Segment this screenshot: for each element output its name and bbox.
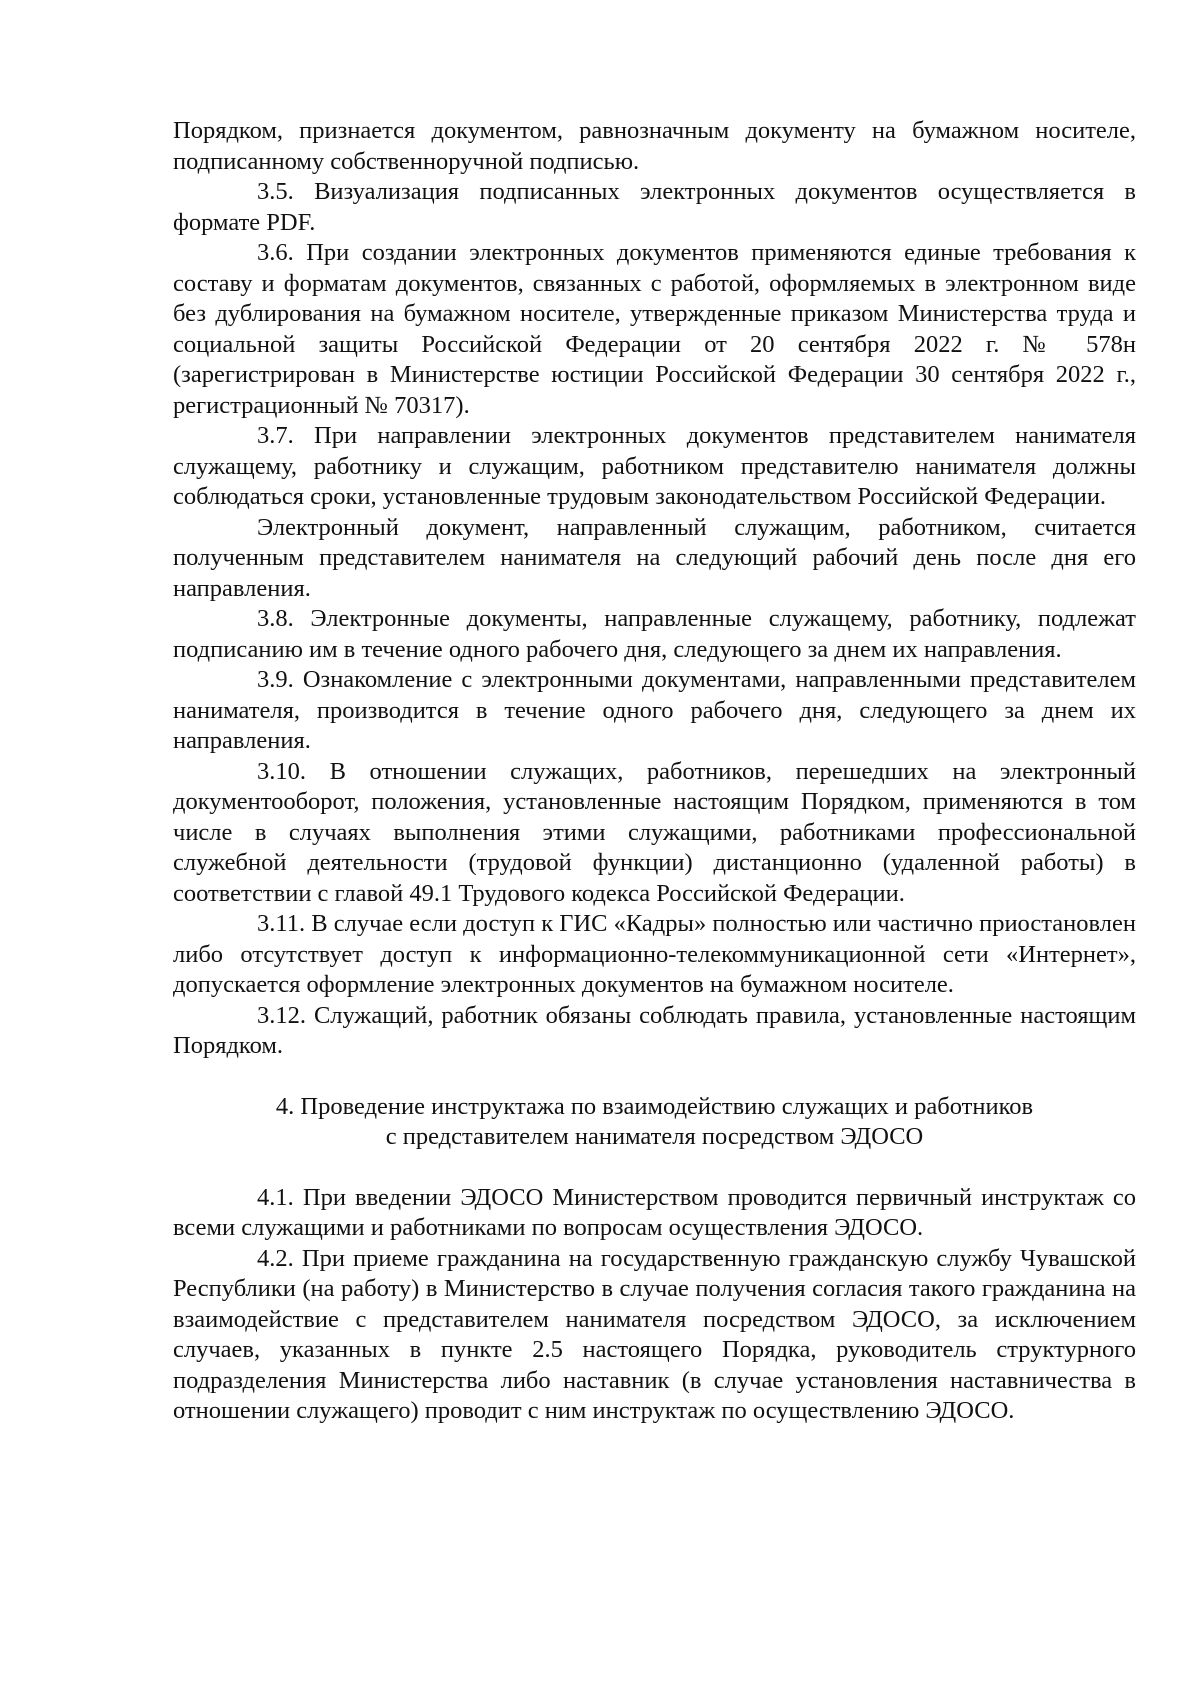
paragraph-continuation: Порядком, признается документом, равнозначным документу на бумажном носителе, подписанному собственноручной подписью. (173, 117, 1136, 175)
paragraph-3-9: 3.9. Ознакомление с электронными документами, направленными представителем нанимателя, производится в течение одного рабочего дня, следующего за днем их направления. (173, 666, 1136, 754)
section-4-heading (173, 1092, 1136, 1153)
section-4-heading-line-2: с представителем нанимателя посредством ЭДОСО (385, 1123, 924, 1150)
paragraph-3-6: 3.6. При создании электронных документов применяются единые требования к составу и форматам документов, связанных с работой, оформляемых в электронном виде без дублирования на бумажном носителе, утвержденные приказом Министерства труда и социальной защиты Российской Федерации от 20 сентября 2022 г. № 578н (зарегистрирован в Министерстве юстиции Российской Федерации 30 сентября 2022 г., регистрационный № 70317). (173, 239, 1136, 419)
paragraph-4-2: 4.2. При приеме гражданина на государственную гражданскую службу Чувашской Республики (на работу) в Министерство в случае получения согласия такого гражданина на взаимодействие с представителем нанимателя посредством ЭДОСО, за исключением случаев, указанных в пункте 2.5 настоящего Порядка, руководитель структурного подразделения Министерства либо наставник (в случае установления наставничества в отношении служащего) проводит с ним инструктаж по осуществлению ЭДОСО. (173, 1244, 1136, 1424)
paragraph-3-5: 3.5. Визуализация подписанных электронных документов осуществляется в формате PDF. (173, 178, 1136, 236)
section-4-heading-line-1: 4. Проведение инструктажа по взаимодействию служащих и работников (275, 1092, 1034, 1120)
paragraph-3-8: 3.8. Электронные документы, направленные служащему, работнику, подлежат подписанию им в течение одного рабочего дня, следующего за днем их направления. (173, 605, 1136, 663)
paragraph-3-11: 3.11. В случае если доступ к ГИС «Кадры» полностью или частично приостановлен либо отсутствует доступ к информационно-телекоммуникационной сети «Интернет», допускается оформление электронных документов на бумажном носителе. (173, 910, 1136, 998)
document-page (173, 116, 1136, 1427)
paragraph-4-1: 4.1. При введении ЭДОСО Министерством проводится первичный инструктаж со всеми служащими и работниками по вопросам осуществления ЭДОСО. (173, 1183, 1136, 1241)
paragraph-3-12: 3.12. Служащий, работник обязаны соблюдать правила, установленные настоящим Порядком. (173, 1001, 1136, 1059)
paragraph-3-7: 3.7. При направлении электронных документов представителем нанимателя служащему, работнику и служащим, работником представителю нанимателя должны соблюдаться сроки, установленные трудовым законодательством Российской Федерации. (173, 422, 1136, 510)
paragraph-3-7-continued: Электронный документ, направленный служащим, работником, считается полученным представителем нанимателя на следующий рабочий день после дня его направления. (173, 513, 1136, 602)
paragraph-3-10: 3.10. В отношении служащих, работников, перешедших на электронный документооборот, положения, установленные настоящим Порядком, применяются в том числе в случаях выполнения этими служащими, работниками профессиональной служебной деятельности (трудовой функции) дистанционно (удаленной работы) в соответствии с главой 49.1 Трудового кодекса Российской Федерации. (173, 757, 1136, 907)
